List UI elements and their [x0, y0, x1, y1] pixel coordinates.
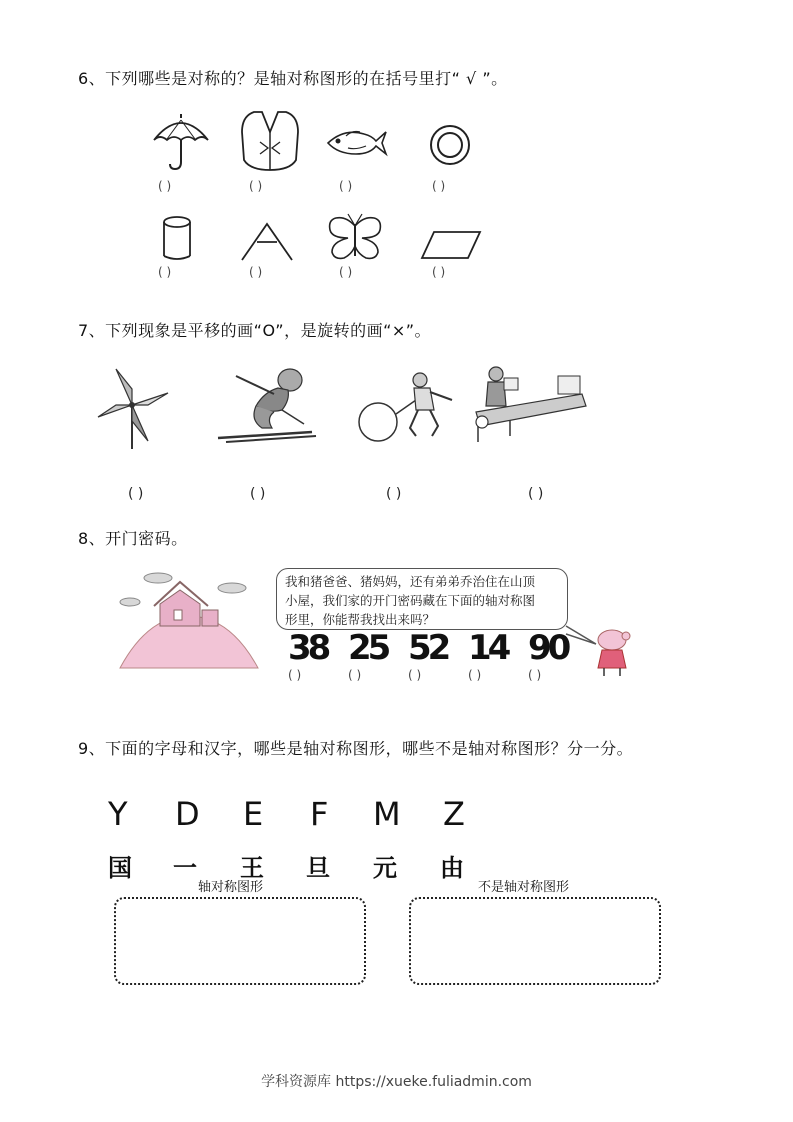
q6-paren-6[interactable]: ( ) — [249, 265, 263, 279]
letter-d: D — [175, 795, 200, 833]
hanzi-yuan: 元 — [373, 854, 397, 882]
q7-paren-3[interactable]: ( ) — [386, 486, 402, 502]
q6-paren-5[interactable]: ( ) — [158, 265, 172, 279]
peppa-pig-icon — [592, 626, 636, 678]
box-right-label: 不是轴对称图形 — [478, 880, 570, 895]
pinwheel-icon — [96, 365, 170, 451]
code-glyph-3: 52 — [408, 628, 448, 668]
hanzi-guo: 国 — [108, 854, 132, 882]
speech-bubble — [276, 568, 568, 630]
code-glyph-5: 90 — [528, 628, 568, 668]
hanzi-wang: 王 — [240, 854, 264, 882]
q7-paren-4[interactable]: ( ) — [528, 486, 544, 502]
fish-icon — [326, 126, 388, 160]
footer-source: 学科资源库 https://xueke.fuliadmin.com — [261, 1074, 532, 1090]
boy-rolling-hoop-icon — [358, 370, 458, 446]
letter-y: Y — [108, 795, 128, 833]
q7-title: 7、下列现象是平移的画“O”，是旋转的画“×”。 — [78, 321, 432, 340]
q6-paren-4[interactable]: ( ) — [432, 179, 446, 193]
letter-f: F — [310, 795, 329, 833]
hanzi-yi: 一 — [173, 854, 197, 882]
hill-house-illustration — [118, 568, 260, 672]
q8-paren-5[interactable]: ( ) — [528, 668, 542, 682]
q6-paren-2[interactable]: ( ) — [249, 179, 263, 193]
q6-paren-3[interactable]: ( ) — [339, 179, 353, 193]
hanzi-dan: 旦 — [306, 854, 330, 882]
letter-z: Z — [443, 795, 465, 833]
symmetric-answer-box[interactable] — [114, 897, 366, 985]
letter-m: M — [373, 795, 401, 833]
hanzi-you: 由 — [440, 854, 464, 882]
box-left-label: 轴对称图形 — [198, 880, 264, 895]
q8-paren-2[interactable]: ( ) — [348, 668, 362, 682]
q8-paren-4[interactable]: ( ) — [468, 668, 482, 682]
q8-title: 8、开门密码。 — [78, 529, 188, 548]
q8-paren-1[interactable]: ( ) — [288, 668, 302, 682]
code-glyph-1: 38 — [288, 628, 328, 668]
vest-icon — [240, 110, 300, 172]
skier-icon — [216, 366, 320, 446]
q6-paren-8[interactable]: ( ) — [432, 265, 446, 279]
cylinder-icon — [162, 216, 192, 262]
code-glyph-2: 25 — [348, 628, 388, 668]
conveyor-belt-icon — [470, 364, 588, 446]
butterfly-icon — [326, 212, 384, 264]
bubble-line-3: 形里，你能帮我找出来吗？ — [285, 612, 436, 627]
bubble-line-2: 小屋，我们家的开门密码藏在下面的轴对称图 — [285, 593, 536, 608]
ring-icon — [429, 124, 471, 166]
triangle-frame-icon — [240, 220, 294, 262]
q7-paren-2[interactable]: ( ) — [250, 486, 266, 502]
q7-paren-1[interactable]: ( ) — [128, 486, 144, 502]
bubble-line-1: 我和猪爸爸、猪妈妈，还有弟弟乔治住在山顶 — [285, 574, 536, 589]
q6-title: 6、下列哪些是对称的？是轴对称图形的在括号里打“ √ ”。 — [78, 69, 508, 88]
letter-e: E — [243, 795, 264, 833]
q6-paren-1[interactable]: ( ) — [158, 179, 172, 193]
parallelogram-icon — [420, 230, 482, 260]
umbrella-icon — [152, 112, 210, 172]
non-symmetric-answer-box[interactable] — [409, 897, 661, 985]
q6-paren-7[interactable]: ( ) — [339, 265, 353, 279]
code-glyph-4: 14 — [468, 628, 508, 668]
q9-title: 9、下面的字母和汉字，哪些是轴对称图形，哪些不是轴对称图形？分一分。 — [78, 739, 634, 758]
q8-paren-3[interactable]: ( ) — [408, 668, 422, 682]
